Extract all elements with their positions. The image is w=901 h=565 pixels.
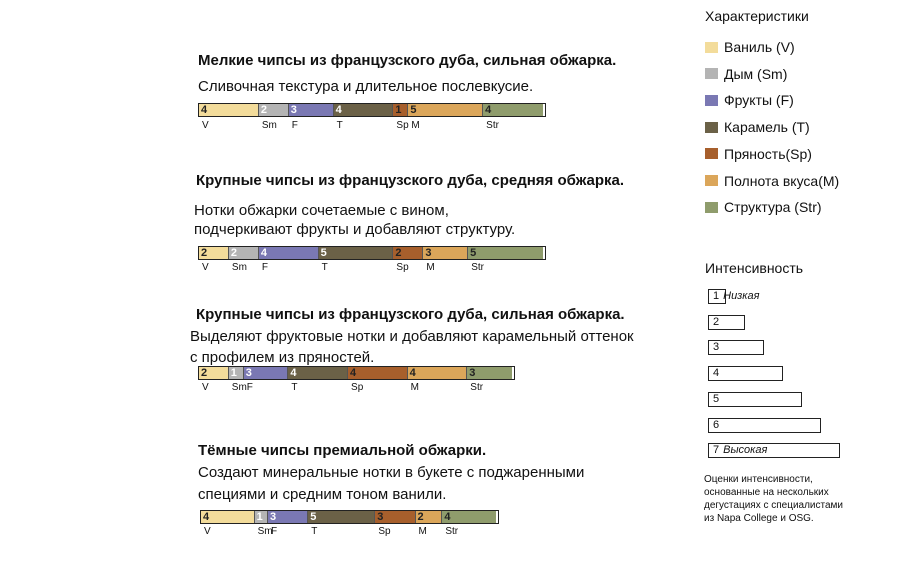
- legend-swatch: [705, 68, 718, 79]
- bar-segment: 2: [199, 247, 229, 259]
- tick-label: Sm: [261, 120, 277, 131]
- bar-segment: 4: [408, 367, 468, 379]
- tick-label: Sp: [378, 526, 391, 537]
- chart-subtitle-line: Нотки обжарки сочетаемые с вином,: [194, 202, 449, 219]
- bar-segment: 4: [348, 367, 408, 379]
- chart-subtitle-line: подчеркивают фрукты и добавляют структуру.: [194, 221, 516, 238]
- bar-segment: 5: [468, 247, 543, 259]
- tick-label: Str: [445, 526, 459, 537]
- bar-segment: 3: [268, 511, 308, 523]
- legend-swatch: [705, 95, 718, 106]
- chart-title: Крупные чипсы из французского дуба, средняя обжарка.: [196, 172, 625, 189]
- intensity-number: 7: [713, 444, 720, 457]
- tick-label: T: [291, 382, 298, 393]
- legend-swatch: [705, 42, 718, 53]
- legend-label: Фрукты (F): [724, 92, 794, 109]
- legend-label: Структура (Str): [724, 199, 822, 216]
- legend-item: [705, 38, 795, 56]
- intensity-number: 2: [713, 315, 720, 328]
- bar-segment: 1: [393, 104, 408, 116]
- tick-label: F: [261, 262, 268, 273]
- chart-subtitle-line: Сливочная текстура и длительное послевкусие.: [198, 78, 534, 95]
- bar-segment: 4: [199, 104, 259, 116]
- chart-title: Крупные чипсы из французского дуба, сильная обжарка.: [196, 306, 625, 323]
- bar-segment: 2: [259, 104, 289, 116]
- legend-swatch: [705, 202, 718, 213]
- intensity-level: [708, 289, 760, 304]
- chart-title: Мелкие чипсы из французского дуба, сильная обжарка.: [198, 52, 617, 69]
- legend-item: [705, 118, 810, 136]
- tick-label: V: [202, 262, 209, 273]
- bar-segment: 4: [288, 367, 348, 379]
- intensity-title: Интенсивность: [705, 260, 804, 276]
- flavor-axis: [198, 120, 546, 132]
- legend-label: Полнота вкуса(M): [724, 172, 840, 189]
- intensity-number: 6: [713, 418, 720, 431]
- legend-label: Пряность(Sp): [724, 145, 812, 162]
- chart-subtitle-line: Выделяют фруктовые нотки и добавляют карамельный оттенок: [190, 328, 634, 345]
- bar-segment: 4: [201, 511, 255, 523]
- intensity-level: [708, 340, 764, 355]
- tick-label: Sm: [257, 526, 273, 537]
- bar-segment: 4: [259, 247, 319, 259]
- legend-item: [705, 91, 794, 109]
- tick-label: Str: [471, 262, 484, 273]
- tick-label: V: [204, 526, 211, 537]
- flavor-bar: [200, 510, 499, 524]
- tick-label: Str: [486, 120, 499, 131]
- tick-label: M: [410, 382, 419, 393]
- intensity-number: 1: [713, 290, 720, 302]
- flavor-bar: [198, 366, 515, 380]
- bar-segment: 3: [423, 247, 468, 259]
- legend-item: [705, 145, 812, 163]
- intensity-note: Оценки интенсивности, основанные на нескольких дегустациях с специалистами из Napa College и OSG.: [704, 474, 844, 524]
- bar-segment: 3: [467, 367, 512, 379]
- intensity-label: Низкая: [723, 290, 760, 302]
- tick-label: Str: [470, 382, 484, 393]
- flavor-axis: [200, 526, 499, 538]
- tick-label: T: [336, 120, 343, 131]
- intensity-level: [708, 366, 783, 381]
- bar-segment: 4: [483, 104, 543, 116]
- bar-segment: 2: [393, 247, 423, 259]
- legend-label: Ваниль (V): [724, 39, 795, 55]
- bar-segment: 2: [199, 367, 229, 379]
- tick-label: T: [311, 526, 318, 537]
- bar-segment: 2: [229, 247, 259, 259]
- intensity-level: [708, 392, 802, 407]
- flavor-bar: [198, 246, 546, 260]
- tick-label: V: [202, 120, 209, 131]
- tick-label: Sp: [396, 262, 409, 273]
- tick-label: M: [418, 526, 427, 537]
- tick-label: Sp: [351, 382, 364, 393]
- legend-title: Характеристики: [705, 8, 809, 24]
- tick-label: M: [426, 262, 435, 273]
- intensity-label: Высокая: [723, 444, 768, 457]
- legend-label: Дым (Sm): [724, 65, 788, 82]
- bar-segment: 3: [244, 367, 289, 379]
- bar-segment: 4: [334, 104, 394, 116]
- tick-label: F: [246, 382, 253, 393]
- legend-item: [705, 65, 787, 83]
- intensity-level: [708, 315, 745, 330]
- tick-label: M: [411, 120, 420, 131]
- bar-segment: 3: [375, 511, 415, 523]
- chart-title: Тёмные чипсы премиальной обжарки.: [198, 442, 487, 459]
- bar-segment: 3: [289, 104, 334, 116]
- tick-label: F: [291, 120, 298, 131]
- bar-segment: 5: [308, 511, 375, 523]
- chart-subtitle-line: Создают минеральные нотки в букете с поджаренными: [198, 464, 585, 481]
- bar-segment: 5: [319, 247, 394, 259]
- tick-label: Sm: [231, 262, 247, 273]
- tick-label: Sp: [396, 120, 409, 131]
- legend-item: [705, 172, 839, 190]
- legend-swatch: [705, 122, 718, 133]
- bar-segment: 4: [442, 511, 496, 523]
- tick-label: F: [271, 526, 278, 537]
- bar-segment: 1: [229, 367, 244, 379]
- bar-segment: 2: [416, 511, 443, 523]
- intensity-number: 5: [713, 392, 720, 405]
- intensity-number: 3: [713, 341, 720, 354]
- bar-segment: 5: [408, 104, 483, 116]
- legend-swatch: [705, 148, 718, 159]
- tick-label: Sm: [231, 382, 247, 393]
- bar-segment: 1: [255, 511, 268, 523]
- intensity-number: 4: [713, 367, 720, 380]
- tick-label: T: [321, 262, 328, 273]
- chart-subtitle-line: специями и средним тоном ванили.: [198, 486, 447, 503]
- legend-swatch: [705, 175, 718, 186]
- chart-subtitle-line: с профилем из пряностей.: [190, 349, 375, 366]
- legend-item: [705, 198, 822, 216]
- flavor-axis: [198, 262, 546, 274]
- intensity-level: [708, 418, 821, 433]
- legend-label: Карамель (T): [724, 119, 810, 136]
- flavor-axis: [198, 382, 515, 394]
- tick-label: V: [202, 382, 209, 393]
- intensity-level: [708, 443, 840, 458]
